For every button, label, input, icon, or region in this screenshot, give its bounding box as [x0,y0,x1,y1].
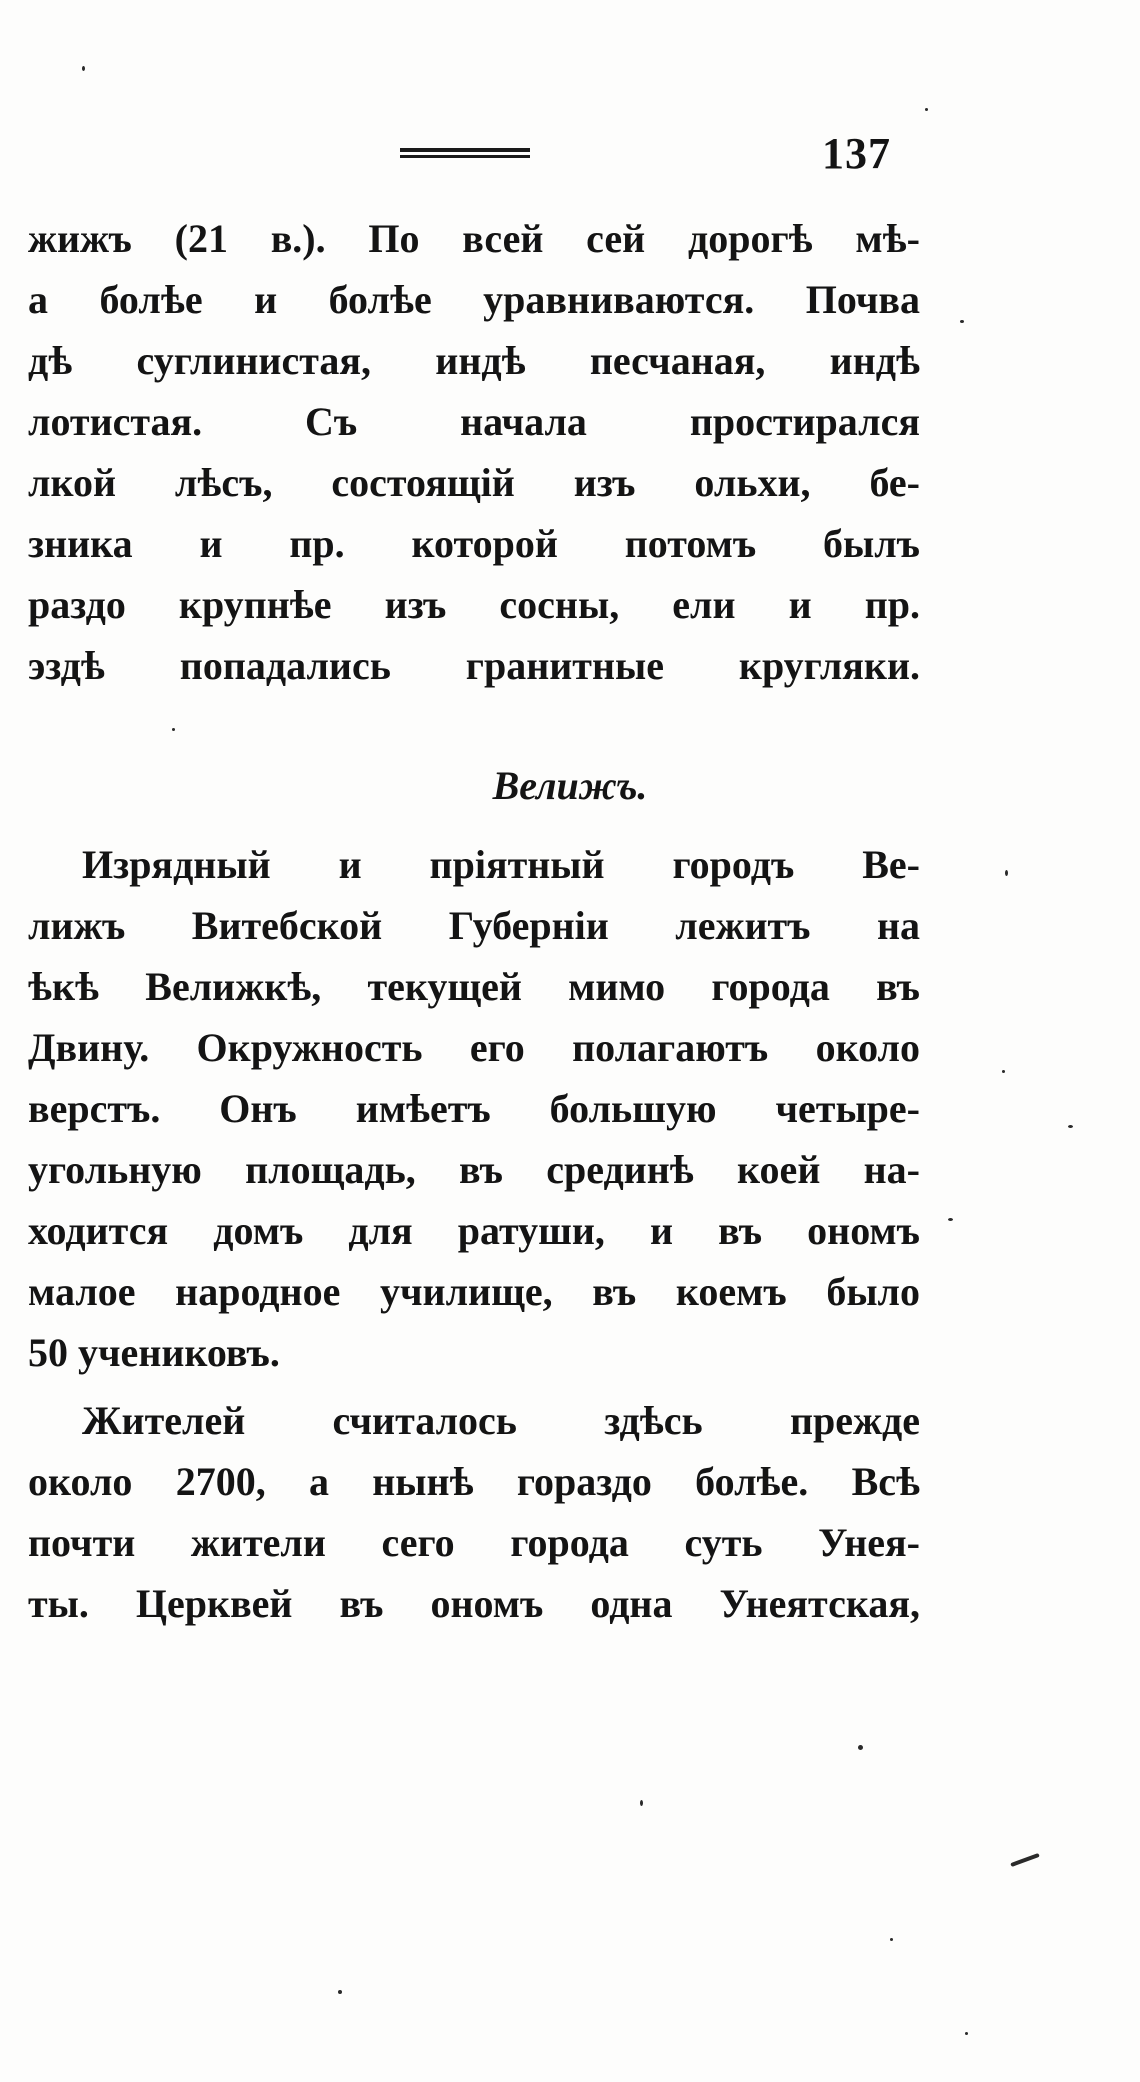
scan-speck [1010,1853,1040,1867]
text-line: лкой лѣсъ, состоящій изъ ольхи, бе- [28,460,920,505]
text-line: эздѣ попадались гранитные кругляки. [28,643,920,688]
text-line: Изрядный и пріятный городъ Ве- [82,842,920,887]
scan-speck [960,320,964,323]
text-line: раздо крупнѣе изъ сосны, ели и пр. [28,582,920,627]
text-line: почти жители сего города суть Унея- [28,1520,920,1565]
text-line: ходится домъ для ратуши, и въ ономъ [28,1208,920,1253]
scan-speck [858,1745,863,1750]
scan-speck [925,108,928,111]
scan-speck [172,728,175,731]
scan-speck [1002,1070,1005,1073]
text-line: Жителей считалось здѣсь прежде [82,1398,920,1443]
text-line: ты. Церквей въ ономъ одна Унеятская, [28,1581,920,1626]
section-title: Велижъ. [492,763,648,808]
scan-speck [338,1990,342,1994]
header-rule [400,148,530,158]
text-line: лижъ Витебской Губерніи лежитъ на [28,903,920,948]
scan-speck [82,66,85,71]
text-line: лотистая. Съ начала простирался [28,399,920,444]
text-line: зника и пр. которой потомъ былъ [28,521,920,566]
text-line: малое народное училище, въ коемъ было [28,1269,920,1314]
scan-speck [948,1218,953,1221]
text-line: Двину. Окружность его полагаютъ около [28,1025,920,1070]
scan-speck [1005,870,1008,876]
paragraph-inhabitants [28,1390,920,1634]
scan-speck [640,1800,643,1806]
text-line: верстъ. Онъ имѣетъ большую четыре- [28,1086,920,1131]
text-line: 50 учениковъ. [28,1330,280,1375]
text-line: около 2700, а нынѣ гораздо болѣе. Всѣ [28,1459,920,1504]
scan-speck [890,1938,893,1941]
paragraph-velizh-town [28,834,920,1383]
text-line: жижъ (21 в.). По всей сей дорогѣ мѣ- [28,216,920,261]
text-line: ѣкѣ Велижкѣ, текущей мимо города въ [28,964,920,1009]
text-line: дѣ суглинистая, индѣ песчаная, индѣ [28,338,920,383]
paragraph-route-description [28,208,920,696]
scan-speck [965,2032,968,2035]
text-line: а болѣе и болѣе уравниваются. Почва [28,277,920,322]
text-line: угольную площадь, въ срединѣ коей на- [28,1147,920,1192]
scan-speck [1068,1125,1073,1128]
page-number: 137 [822,129,891,178]
